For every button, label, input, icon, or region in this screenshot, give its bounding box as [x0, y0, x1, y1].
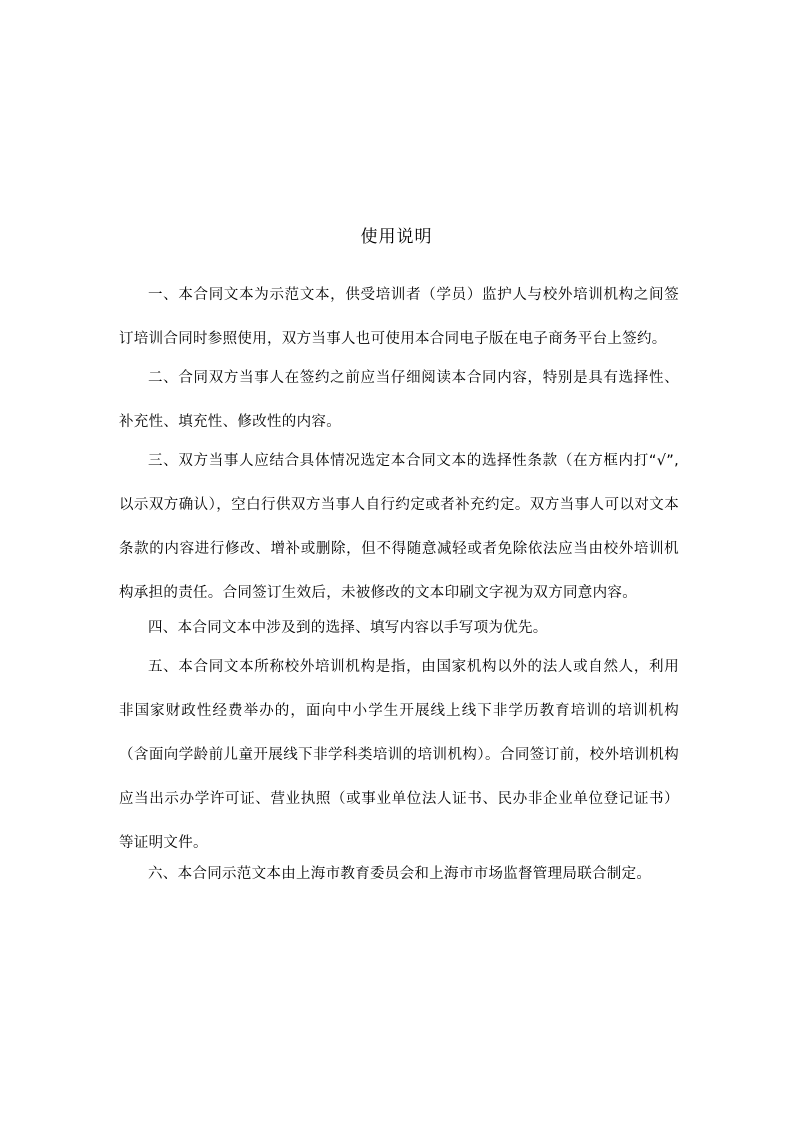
instruction-paragraph-1: 一、本合同文本为示范文本，供受培训者（学员）监护人与校外培训机构之间签订培训合同时参照使用，双方当事人也可使用本合同电子版在电子商务平台上签约。	[119, 287, 679, 347]
page-title: 使用说明	[360, 227, 433, 247]
instruction-paragraph-6: 六、本合同示范文本由上海市教育委员会和上海市市场监督管理局联合制定。	[148, 866, 652, 882]
instruction-paragraph-3: 三、双方当事人应结合具体情况选定本合同文本的选择性条款（在方框内打“√”,以示双方确认），空白行供双方当事人自行约定或者补充约定。双方当事人可以对文本条款的内容进行修改、增补或删除，但不得随意减轻或者免除依法应当由校外培训机构承担的责任。合同签订生效后，未被修改的文本印刷文字视为双方同意内容。	[119, 453, 679, 601]
instruction-paragraph-5: 五、本合同文本所称校外培训机构是指，由国家机构以外的法人或自然人，利用非国家财政性经费举办的，面向中小学生开展线上线下非学历教育培训的培训机构（含面向学龄前儿童开展线下非学科类培训的培训机构）。合同签订前，校外培训机构应当出示办学许可证、营业执照（或事业单位法人证书、民办非企业单位登记证书）等证明文件。	[119, 659, 679, 851]
instruction-paragraph-2: 二、合同双方当事人在签约之前应当仔细阅读本合同内容，特别是具有选择性、补充性、填充性、修改性的内容。	[119, 370, 679, 430]
instruction-paragraph-4: 四、本合同文本中涉及到的选择、填写内容以手写项为优先。	[148, 620, 548, 636]
